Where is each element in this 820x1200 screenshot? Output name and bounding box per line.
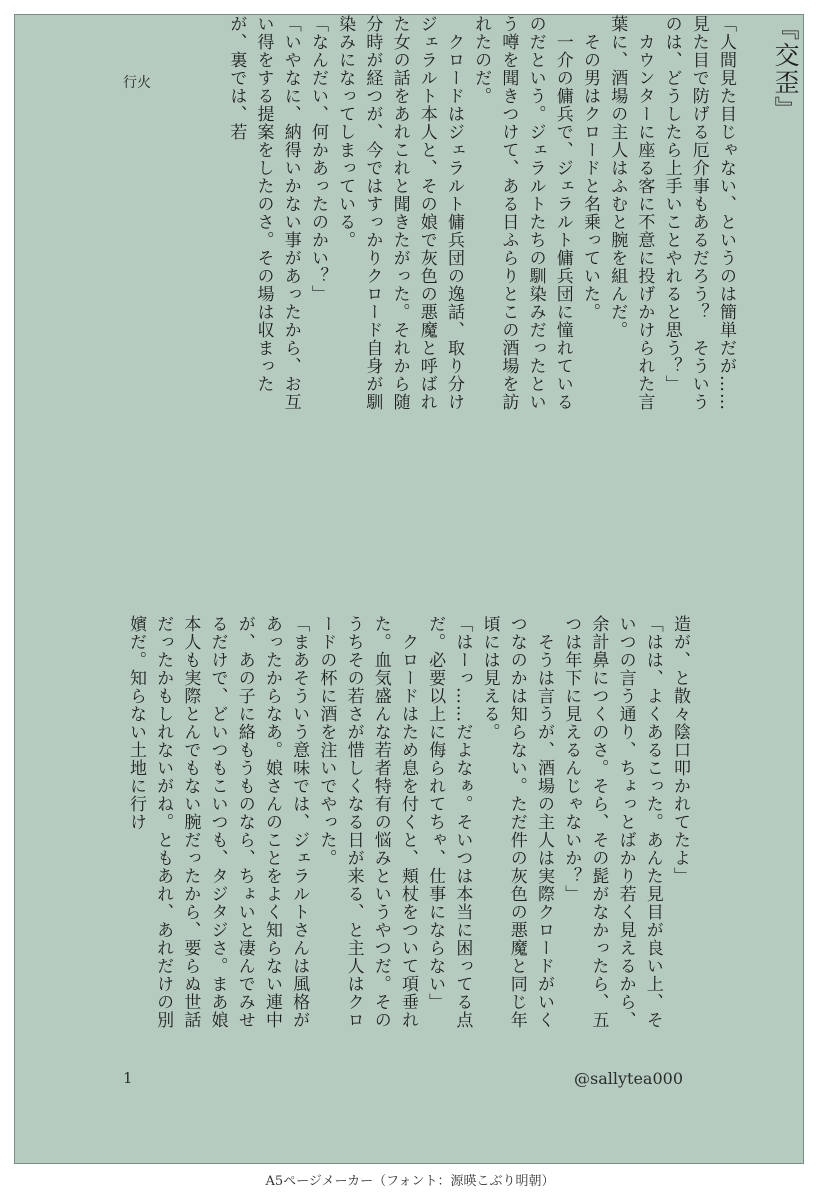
author-name: 行火 xyxy=(123,75,151,91)
paragraph: 「はは、よくあるこった。あんた見目が良い上、そいつの言う通り、ちょっとばかり若く見えるから、余計鼻につくのさ。そら、その髭がなかったら、五つは年下に見えるんじゃないか？」 xyxy=(561,615,663,1029)
footer-caption: A5ページメーカー（フォント：源暎こぶり明朝） xyxy=(265,1174,555,1189)
page-number: 1 xyxy=(123,1069,133,1087)
paragraph: そうは言うが、酒場の主人は実際クロードがいくつなのかは知らない。ただ件の灰色の悪魔と同じ年頃には見える。 xyxy=(479,615,554,1029)
page-sheet xyxy=(14,14,804,1164)
story-title: 『交歪』 xyxy=(771,15,800,123)
paragraph: カウンターに座る客に不意に投げかけられた言葉に、酒場の主人はふむと腕を組んだ。 xyxy=(607,15,655,411)
paragraph: 造が、と散々陰口叩かれてたよ」 xyxy=(670,615,690,885)
paragraph: 「なんだい、何かあったのかい？」 xyxy=(307,15,328,303)
author-handle: @sallytea000 xyxy=(574,1069,683,1088)
lower-body-text xyxy=(53,615,693,1035)
paragraph: クロードはため息を付くと、頬杖をついて項垂れた。血気盛んな若者特有の悩みというやつだ。そのうちその若さが惜しくなる日が来る、と主人はクロードの杯に酒を注いでやった。 xyxy=(316,615,418,1029)
paragraph: 「いやなに、納得いかない事があったから、お互い得をする提案をしたのさ。その場は収まったが、裏では、若 xyxy=(226,15,301,411)
paragraph: 「人間見た目じゃない、というのは簡単だが……見た目で防げる厄介事もあるだろう？ そういうのは、どうしたら上手いことやれると思う？」 xyxy=(661,15,736,411)
upper-body-text xyxy=(163,15,739,420)
paragraph: 「はーっ……だよなぁ。そいつは本当に困ってる点だ。必要以上に侮られてちゃ、仕事にならない」 xyxy=(425,615,473,1029)
paragraph: クロードはジェラルト傭兵団の逸話、取り分けジェラルト本人と、その娘で灰色の悪魔と呼ばれた女の話をあれこれと聞きたがった。それから随分時が経つが、今ではすっかりクロード自身が馴染みになってしまっている。 xyxy=(335,15,464,411)
upper-text-block xyxy=(15,15,800,420)
paragraph: その男はクロードと名乗っていた。 xyxy=(579,15,600,321)
paragraph: 「まあそういう意味では、ジェラルトさんは風格があったからなあ。娘さんのことをよく知らない連中が、あの子に絡もうものなら、ちょいと凄んでみせるだけで、どいつもこいつも、タジタジさ。まあ娘本人も実際とんでもない腕だったから、要らぬ世話だったかもしれないがね。ともあれ、あれだけの別嬪だ。知らない土地に行け xyxy=(125,615,310,1029)
paragraph: 一介の傭兵で、ジェラルト傭兵団に憧れているのだという。ジェラルトたちの馴染みだったという噂を聞きつけて、ある日ふらりとこの酒場を訪れたのだ。 xyxy=(471,15,573,411)
